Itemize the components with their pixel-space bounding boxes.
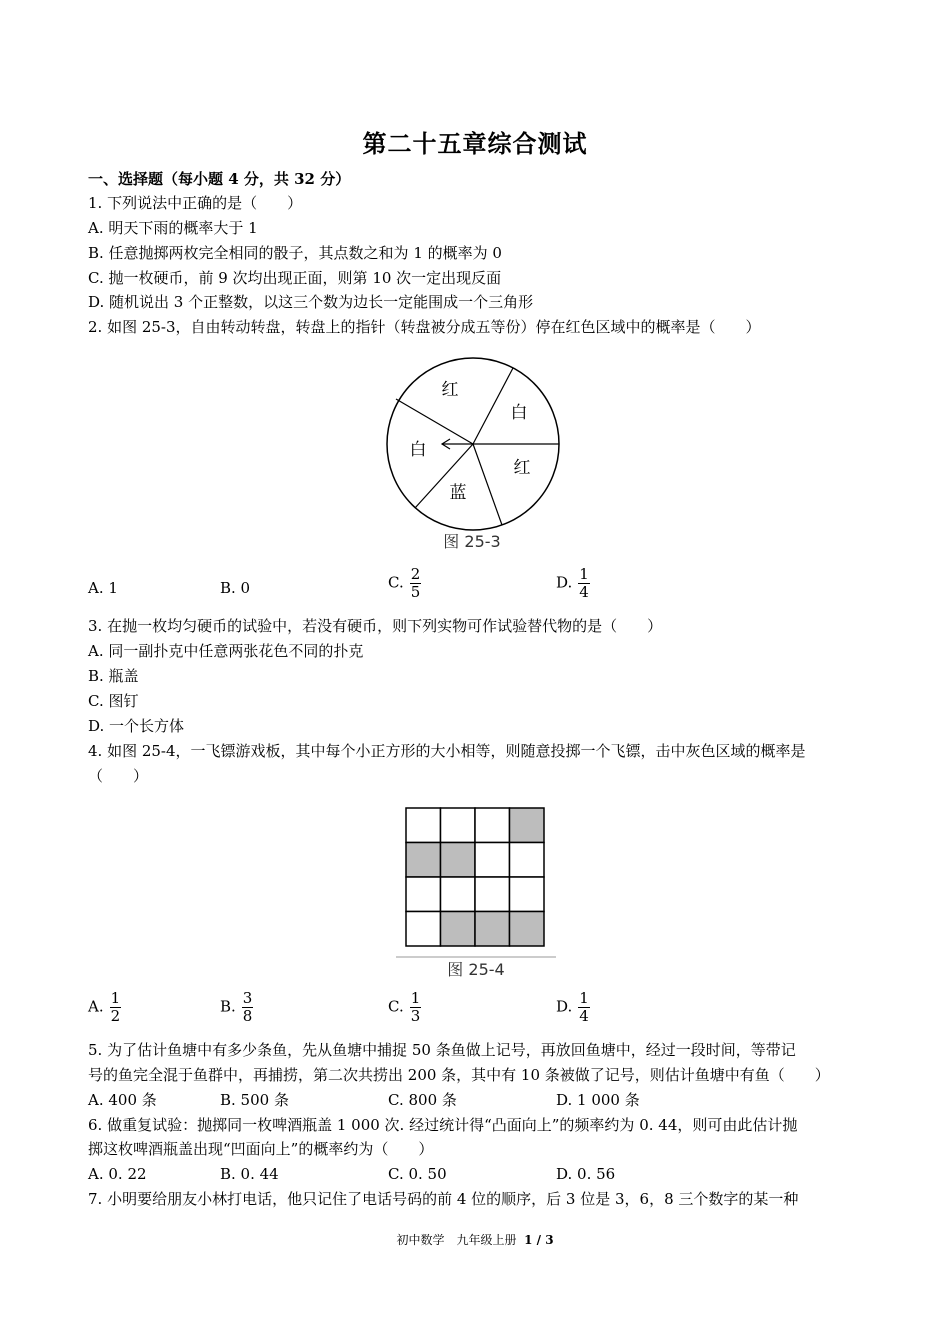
grid-cell [441,808,476,843]
question-6-stem-cont: 掷这枚啤酒瓶盖出现“凹面向上”的概率约为（ ） [88,1140,434,1158]
grid-cell [510,843,545,878]
question-4-stem: 4. 如图 25-4，一飞镖游戏板，其中每个小正方形的大小相等，则随意投掷一个飞镖，击中灰色区域的概率是 [88,742,806,760]
fraction: $\frac{1}{3}$ [410,989,421,1025]
question-2-stem: 2. 如图 25-3，自由转动转盘，转盘上的指针（转盘被分成五等份）停在红色区域中的概率是（ ） [88,318,761,336]
question-6-option-d: D. 0. 56 [556,1165,616,1183]
grid-cell-shaded [510,912,545,947]
question-2-option-b: B. 0 [220,579,251,597]
question-4-stem-cont: （ ） [88,767,149,785]
question-4-option-b: B. $\frac{3}{8}$ [220,989,253,1025]
grid-cell [406,808,441,843]
grid-cell [510,877,545,912]
question-6-stem: 6. 做重复试验：抛掷同一枚啤酒瓶盖 1 000 次. 经过统计得“凸面向上”的频率约为 0. 44，则可由此估计抛 [88,1116,798,1134]
question-3-option-d: D. 一个长方体 [88,717,185,735]
grid-cell [475,843,510,878]
dartboard-figure [396,800,556,980]
figure-caption: 图 25-3 [443,532,501,551]
grid-cell [475,877,510,912]
question-5-option-a: A. 400 条 [88,1091,157,1109]
grid-cell [441,877,476,912]
question-4-option-a: A. $\frac{1}{2}$ [88,989,121,1025]
fraction: $\frac{2}{5}$ [410,565,421,601]
sector-label-blue: 蓝 [449,483,467,503]
question-5-option-c: C. 800 条 [388,1091,457,1109]
question-1-stem: 1. 下列说法中正确的是（ ） [88,194,303,212]
page-footer [0,1231,950,1248]
question-5-stem-cont: 号的鱼完全混于鱼群中，再捕捞，第二次共捞出 200 条，其中有 10 条被做了记号，则估计鱼塘中有鱼（ ） [88,1066,830,1084]
sector-label-red: 红 [513,458,531,478]
section-heading: 一、选择题（每小题 4 分，共 32 分） [88,170,351,188]
question-6-option-c: C. 0. 50 [388,1165,447,1183]
question-1-option-d: D. 随机说出 3 个正整数，以这三个数为边长一定能围成一个三角形 [88,293,534,311]
question-5-stem: 5. 为了估计鱼塘中有多少条鱼，先从鱼塘中捕捉 50 条鱼做上记号，再放回鱼塘中，经过一段时间，等带记 [88,1041,796,1059]
grid-cell [475,808,510,843]
question-3-stem: 3. 在抛一枚均匀硬币的试验中，若没有硬币，则下列实物可作试验替代物的是（ ） [88,617,663,635]
question-6-option-b: B. 0. 44 [220,1165,279,1183]
question-2-option-d: D. $\frac{1}{4}$ [556,565,589,601]
question-6-option-a: A. 0. 22 [88,1165,147,1183]
fraction: $\frac{1}{2}$ [110,989,121,1025]
question-7-stem: 7. 小明要给朋友小林打电话，他只记住了电话号码的前 4 位的顺序，后 3 位是 3，6，8 三个数字的某一种 [88,1190,799,1208]
question-1-option-b: B. 任意抛掷两枚完全相同的骰子，其点数之和为 1 的概率为 0 [88,244,502,262]
question-5-option-b: B. 500 条 [220,1091,289,1109]
grid-cell [406,912,441,947]
question-4-option-c: C. $\frac{1}{3}$ [388,989,421,1025]
sector-label-white: 白 [510,403,528,423]
question-4-option-d: D. $\frac{1}{4}$ [556,989,589,1025]
fraction: $\frac{1}{4}$ [579,989,589,1025]
grid-cell-shaded [475,912,510,947]
question-2-option-a: A. 1 [88,579,118,597]
question-5-option-d: D. 1 000 条 [556,1091,640,1109]
grid-cell [406,877,441,912]
fraction: $\frac{3}{8}$ [242,989,253,1025]
question-1-option-a: A. 明天下雨的概率大于 1 [88,219,258,237]
grid-cell-shaded [441,912,476,947]
spinner-figure [380,348,570,553]
question-3-option-b: B. 瓶盖 [88,667,139,685]
question-1-option-c: C. 抛一枚硬币，前 9 次均出现正面，则第 10 次一定出现反面 [88,269,502,287]
footer-text: 初中数学 九年级上册 [396,1233,517,1247]
page-title: 第二十五章综合测试 [362,129,588,158]
grid-cell-shaded [441,843,476,878]
page-number: 1 / 3 [524,1233,554,1247]
sector-label-white: 白 [409,440,427,460]
grid-cell-shaded [406,843,441,878]
sector-label-red: 红 [441,380,459,400]
question-3-option-c: C. 图钉 [88,692,139,710]
fraction: $\frac{1}{4}$ [579,565,589,601]
figure-caption: 图 25-4 [447,960,505,979]
dartboard-grid [406,808,544,946]
grid-cell-shaded [510,808,545,843]
question-2-option-c: C. $\frac{2}{5}$ [388,565,421,601]
question-3-option-a: A. 同一副扑克中任意两张花色不同的扑克 [88,642,364,660]
